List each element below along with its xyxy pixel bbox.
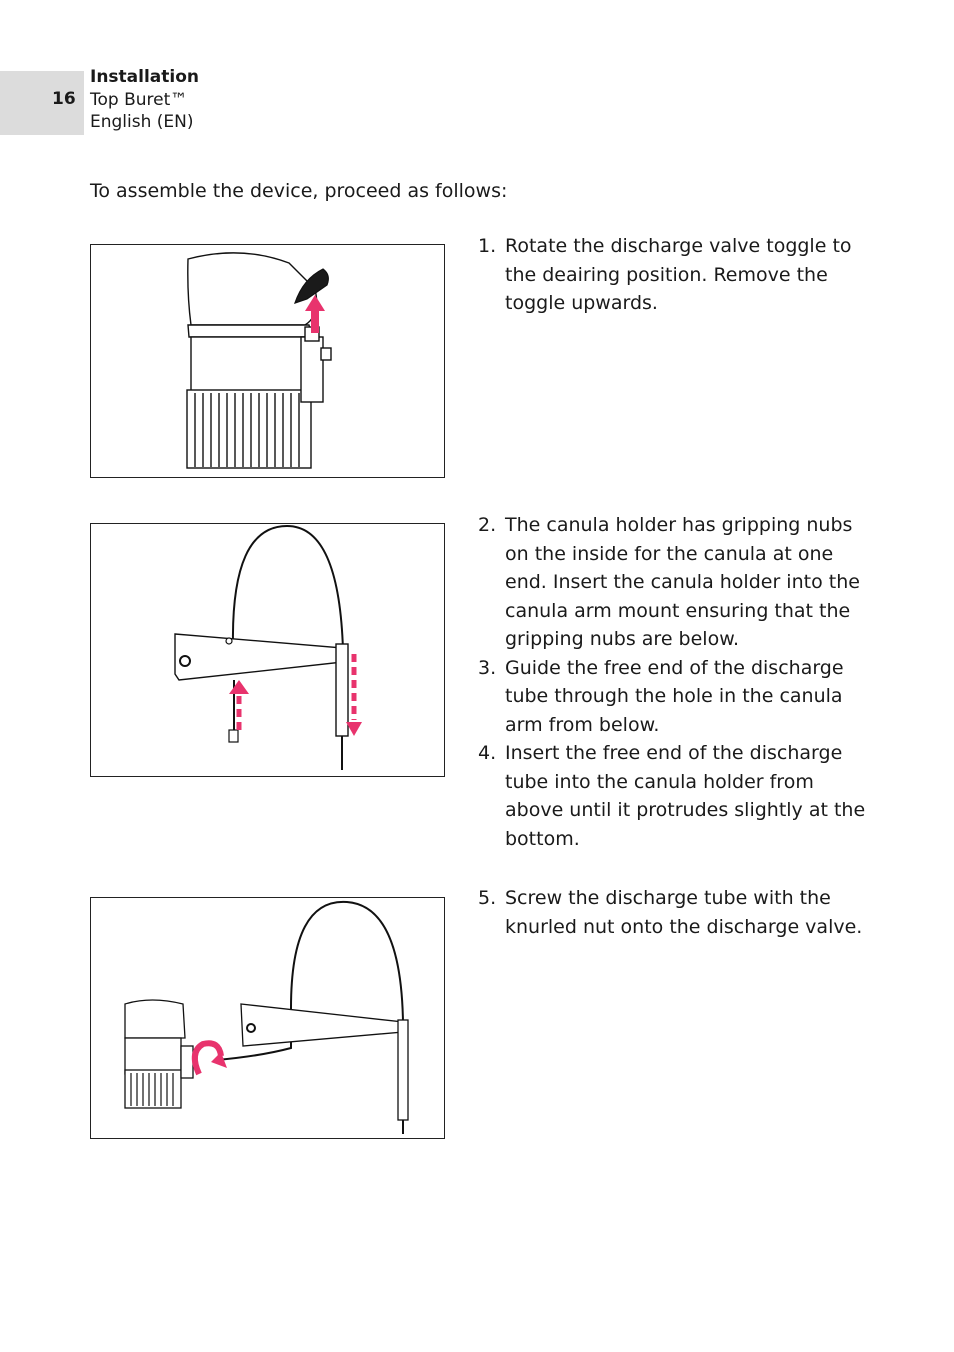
illustration-canula-arm [91,524,444,776]
step-list-1 [478,232,878,318]
step-item: 4. Insert the free end of the discharge tube into the canula holder from above until it protrudes slightly at the bottom. [478,742,866,850]
step-item: 3. Guide the free end of the discharge tube through the hole in the canula arm from below. [478,656,844,736]
up-arrow-icon [229,680,249,730]
step-text: Guide the free end of the discharge tube through the hole in the canula arm from below. [505,656,844,736]
rotate-arrow-icon [195,1043,227,1074]
figure-screw-tube [90,897,445,1139]
step-text: The canula holder has gripping nubs on the inside for the canula at one end. Insert the canula holder into the canula arm mount ensuring that the gripping nubs are below. [505,514,860,650]
step-item: 5. Screw the discharge tube with the knurled nut onto the discharge valve. [478,887,863,938]
running-header [90,66,199,134]
intro-text: To assemble the device, proceed as follows: [90,180,508,202]
illustration-bottle-valve [91,245,444,477]
step-item: 1. Rotate the discharge valve toggle to the deairing position. Remove the toggle upwards. [478,235,852,314]
step-item: 2. The canula holder has gripping nubs on the inside for the canula at one end. Insert the canula holder into the canula arm mount ensuring that the gripping nubs are below. [478,514,860,650]
product-name: Top Buret™ [90,89,188,110]
language-label: English (EN) [90,112,194,132]
page-number: 16 [52,89,76,109]
illustration-assembled [91,898,444,1138]
figure-toggle-removal [90,244,445,478]
step-list-2 [478,511,878,853]
step-text: Rotate the discharge valve toggle to the deairing position. Remove the toggle upwards. [505,235,852,314]
step-text: Insert the free end of the discharge tube into the canula holder from above until it protrudes slightly at the bottom. [505,742,866,850]
step-text: Screw the discharge tube with the knurled nut onto the discharge valve. [505,887,863,938]
figure-canula-holder [90,523,445,777]
step-list-3 [478,884,878,941]
section-title: Installation [90,67,200,87]
